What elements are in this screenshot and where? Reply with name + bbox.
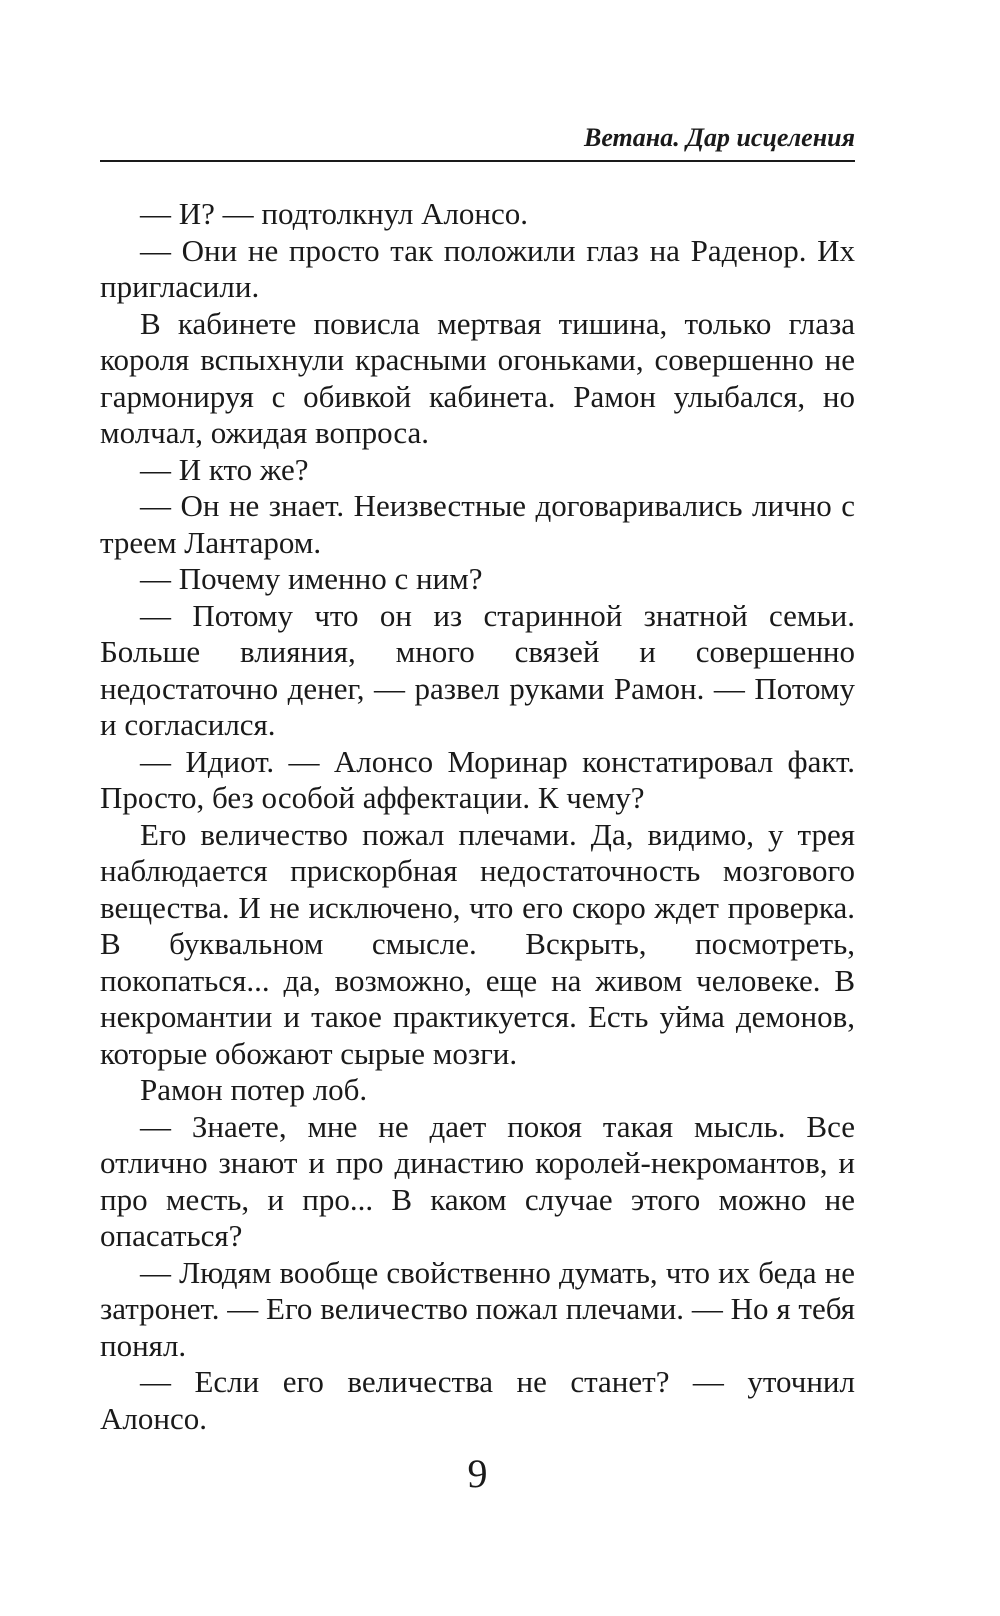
paragraph: — Почему именно с ним? <box>140 561 483 596</box>
header-rule <box>100 160 855 162</box>
paragraph: — Если его величества не станет? — уточнил Алонсо. <box>100 1364 855 1436</box>
paragraph: — Они не просто так положили глаз на Раденор. Их пригласили. <box>100 232 855 304</box>
paragraph: — Идиот. — Алонсо Моринар констатировал факт. Просто, без особой аффектации. К чему? <box>100 743 855 815</box>
paragraph: В кабинете повисла мертвая тишина, только глаза короля вспыхнули красными огоньками, совершенно не гармонируя с обивкой кабинета. Рамон улыбался, но молчал, ожидая вопроса. <box>100 305 855 450</box>
paragraph: — Знаете, мне не дает покоя такая мысль. Все отлично знают и про династию королей-некромантов, и про месть, и про... В каком случае этого можно не опасаться? <box>100 1108 855 1253</box>
paragraph: — Потому что он из старинной знатной семьи. Больше влияния, много связей и совершенно недостаточно денег, — развел руками Рамон. — Потому и согласился. <box>100 597 855 742</box>
body-text <box>100 196 855 1437</box>
paragraph: — Людям вообще свойственно думать, что их беда не затронет. — Его величество пожал плечами. — Но я тебя понял. <box>100 1254 855 1363</box>
running-head-title: Ветана. Дар исцеления <box>584 123 855 152</box>
paragraph: Рамон потер лоб. <box>140 1072 368 1107</box>
paragraph: — И кто же? <box>140 451 309 487</box>
paragraph: Его величество пожал плечами. Да, видимо, у трея наблюдается прискорбная недостаточность мозгового вещества. И не исключено, что его скоро ждет проверка. В буквальном смысле. Вскрыть, посмотреть, покопаться... да, возможно, еще на живом человеке. В некромантии и такое практикуется. Есть уйма демонов, которые обожают сырые мозги. <box>100 816 855 1071</box>
paragraph: — И? — подтолкнул Алонсо. <box>140 196 529 231</box>
page-number: 9 <box>467 1451 488 1496</box>
paragraph: — Он не знает. Неизвестные договаривались лично с треем Лантаром. <box>100 488 855 560</box>
